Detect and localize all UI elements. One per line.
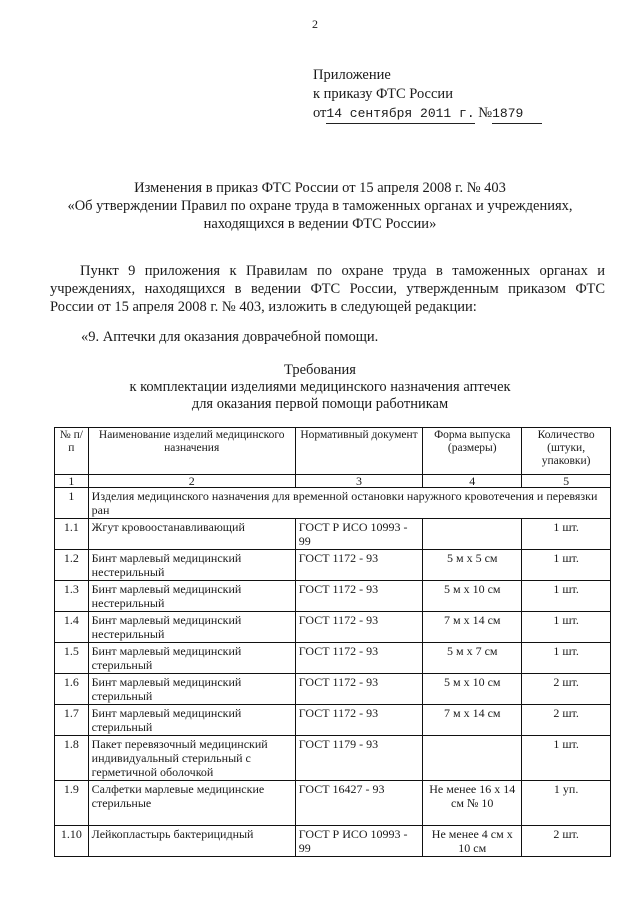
row-number: 1.5 [55,643,89,674]
quantity: 1 шт. [522,550,611,581]
table-body [55,519,611,857]
standard-document: ГОСТ 1179 - 93 [295,736,423,781]
section-row [55,488,611,519]
section-number: 1 [55,488,89,519]
package-form: 5 м х 10 см [423,581,522,612]
appendix-line-1: Приложение [313,67,391,83]
package-form: Не менее 16 х 14 см № 10 [423,781,522,826]
header-cell: № п/п [55,428,89,475]
column-number: 5 [522,475,611,488]
quantity: 1 шт. [522,581,611,612]
row-number: 1.10 [55,826,89,857]
item-name: Лейкопластырь бактерицидный [88,826,295,857]
standard-document: ГОСТ Р ИСО 10993 - 99 [295,826,423,857]
body-paragraph: Пункт 9 приложения к Правилам по охране труда в таможенных органах и учреждениях, находящихся в ведении ФТС России, утвержденным приказом ФТС России от 15 апреля 2008 г. № 403, изложить в следующей редакции: [50,263,605,315]
package-form [423,519,522,550]
requirements-table [54,427,611,857]
item-name: Бинт марлевый медицинский нестерильный [88,612,295,643]
row-number: 1.8 [55,736,89,781]
appendix-header [313,66,542,124]
standard-document: ГОСТ 1172 - 93 [295,612,423,643]
requirements-heading [40,362,600,413]
quantity: 1 шт. [522,736,611,781]
header-cell: Нормативный документ [295,428,423,475]
quantity: 1 шт. [522,612,611,643]
section-title: Изделия медицинского назначения для временной остановки наружного кровотечения и перевязки ран [88,488,610,519]
header-cell: Наименование изделий медицинского назначения [88,428,295,475]
table-header-row [55,428,611,475]
quantity: 2 шт. [522,705,611,736]
row-number: 1.2 [55,550,89,581]
standard-document: ГОСТ 1172 - 93 [295,643,423,674]
column-number: 4 [423,475,522,488]
item-name: Бинт марлевый медицинский стерильный [88,705,295,736]
order-number: 1879 [492,104,542,124]
title-line-3: находящихся в ведении ФТС России» [203,216,437,232]
table-row [55,705,611,736]
table-row [55,581,611,612]
item-name: Бинт марлевый медицинский стерильный [88,643,295,674]
column-number: 1 [55,475,89,488]
package-form: 7 м х 14 см [423,612,522,643]
package-form: Не менее 4 см х 10 см [423,826,522,857]
title-line-1: Изменения в приказ ФТС России от 15 апреля 2008 г. № 403 [134,180,506,196]
row-number: 1.4 [55,612,89,643]
item-9-heading: «9. Аптечки для оказания доврачебной помощи. [81,329,379,345]
date-prefix: от [313,105,327,121]
item-name: Жгут кровоостанавливающий [88,519,295,550]
item-name: Бинт марлевый медицинский стерильный [88,674,295,705]
row-number: 1.3 [55,581,89,612]
column-number: 2 [88,475,295,488]
package-form: 5 м х 10 см [423,674,522,705]
package-form: 5 м х 5 см [423,550,522,581]
number-prefix: № [478,105,493,121]
table-row [55,643,611,674]
quantity: 2 шт. [522,826,611,857]
package-form [423,736,522,781]
standard-document: ГОСТ 1172 - 93 [295,705,423,736]
requirements-line-3: для оказания первой помощи работникам [191,396,449,412]
quantity: 2 шт. [522,674,611,705]
table-row [55,781,611,826]
header-cell: Форма выпуска (размеры) [423,428,522,475]
requirements-line-1: Требования [284,362,356,378]
appendix-line-2: к приказу ФТС России [313,86,453,102]
standard-document: ГОСТ 1172 - 93 [295,674,423,705]
order-date: 14 сентября 2011 г. [326,104,474,124]
appendix-date-line [313,104,542,124]
item-name: Салфетки марлевые медицинские стерильные [88,781,295,826]
standard-document: ГОСТ 16427 - 93 [295,781,423,826]
row-number: 1.6 [55,674,89,705]
item-name: Бинт марлевый медицинский нестерильный [88,550,295,581]
package-form: 7 м х 14 см [423,705,522,736]
quantity: 1 шт. [522,643,611,674]
column-numbers-row [55,475,611,488]
item-name: Бинт марлевый медицинский нестерильный [88,581,295,612]
row-number: 1.9 [55,781,89,826]
row-number: 1.7 [55,705,89,736]
item-name: Пакет перевязочный медицинский индивидуальный стерильный с герметичной оболочкой [88,736,295,781]
quantity: 1 шт. [522,519,611,550]
table-row [55,736,611,781]
standard-document: ГОСТ 1172 - 93 [295,550,423,581]
standard-document: ГОСТ 1172 - 93 [295,581,423,612]
package-form: 5 м х 7 см [423,643,522,674]
row-number: 1.1 [55,519,89,550]
document-title [40,179,600,233]
table-row [55,826,611,857]
requirements-line-2: к комплектации изделиями медицинского назначения аптечек [129,379,511,395]
header-cell: Количество (штуки, упаковки) [522,428,611,475]
standard-document: ГОСТ Р ИСО 10993 - 99 [295,519,423,550]
table-row [55,550,611,581]
table-row [55,519,611,550]
table-row [55,674,611,705]
table-row [55,612,611,643]
column-number: 3 [295,475,423,488]
title-line-2: «Об утверждении Правил по охране труда в таможенных органах и учреждениях, [67,198,573,214]
page-number: 2 [312,17,318,31]
quantity: 1 уп. [522,781,611,826]
